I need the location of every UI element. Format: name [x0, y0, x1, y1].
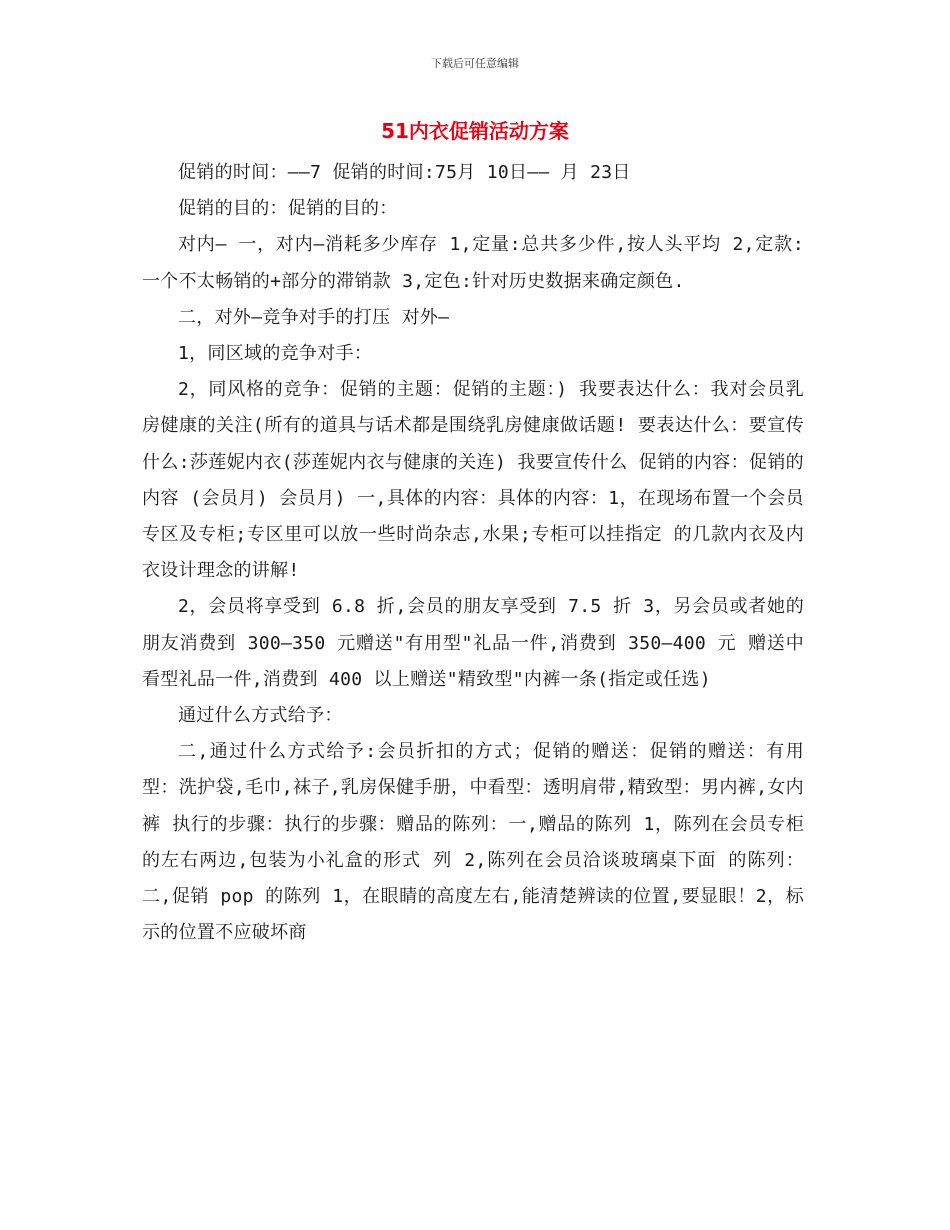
document-body	[142, 155, 804, 951]
paragraph-same-style: 2，同风格的竞争：促销的主题：促销的主题：) 我要表达什么：我对会员乳房健康的关注(所有的道具与话术都是围绕乳房健康做话题! 要表达什么：要宣传什么:莎莲妮内衣(莎莲妮内衣与健康的关连) 我要宣传什么 促销的内容：促销的内容 (会员月) 会员月) 一,具体的内容：具体的内容：1，在现场布置一个会员专区及专柜;专区里可以放一些时尚杂志,水果;专柜可以挂指定 的几款内衣及内衣设计理念的讲解!	[142, 379, 804, 582]
document-title: 51内衣促销活动方案	[381, 119, 569, 143]
paragraph-method-detail: 二,通过什么方式给予:会员折扣的方式；促销的赠送：促销的赠送：有用型：洗护袋,毛巾,袜子,乳房保健手册，中看型：透明肩带,精致型：男内裤,女内裤 执行的步骤：执行的步骤：赠品的陈列：一,赠品的陈列 1，陈列在会员专柜的左右两边,包装为小礼盒的形式 列 2,陈列在会员洽谈玻璃桌下面 的陈列：二,促销 pop 的陈列 1，在眼睛的高度左右,能清楚辨读的位置,要显眼！2，标示的位置不应破坏商	[142, 741, 804, 944]
paragraph-same-area: 1，同区域的竞争对手：	[178, 343, 373, 365]
paragraph-time: 促销的时间：——7 促销的时间:75月 10日—— 月 23日	[178, 162, 631, 183]
paragraph-method-heading: 通过什么方式给予：	[178, 705, 343, 727]
paragraph-internal: 对内— 一，对内—消耗多少库存 1,定量:总共多少件,按人头平均 2,定款:一个不太畅销的+部分的滞销款 3,定色:针对历史数据来确定颜色.	[142, 234, 804, 292]
header-note: 下载后可任意编辑	[431, 57, 519, 70]
paragraph-purpose: 促销的目的：促销的目的：	[178, 198, 398, 220]
paragraph-external: 二，对外—竞争对手的打压 对外—	[178, 306, 450, 328]
paragraph-discount: 2，会员将享受到 6.8 折,会员的朋友享受到 7.5 折 3，另会员或者她的朋友消费到 300—350 元赠送"有用型"礼品一件,消费到 350—400 元 赠送中看型礼品一件,消费到 400 以上赠送"精致型"内裤一条(指定或任选)	[142, 596, 804, 690]
